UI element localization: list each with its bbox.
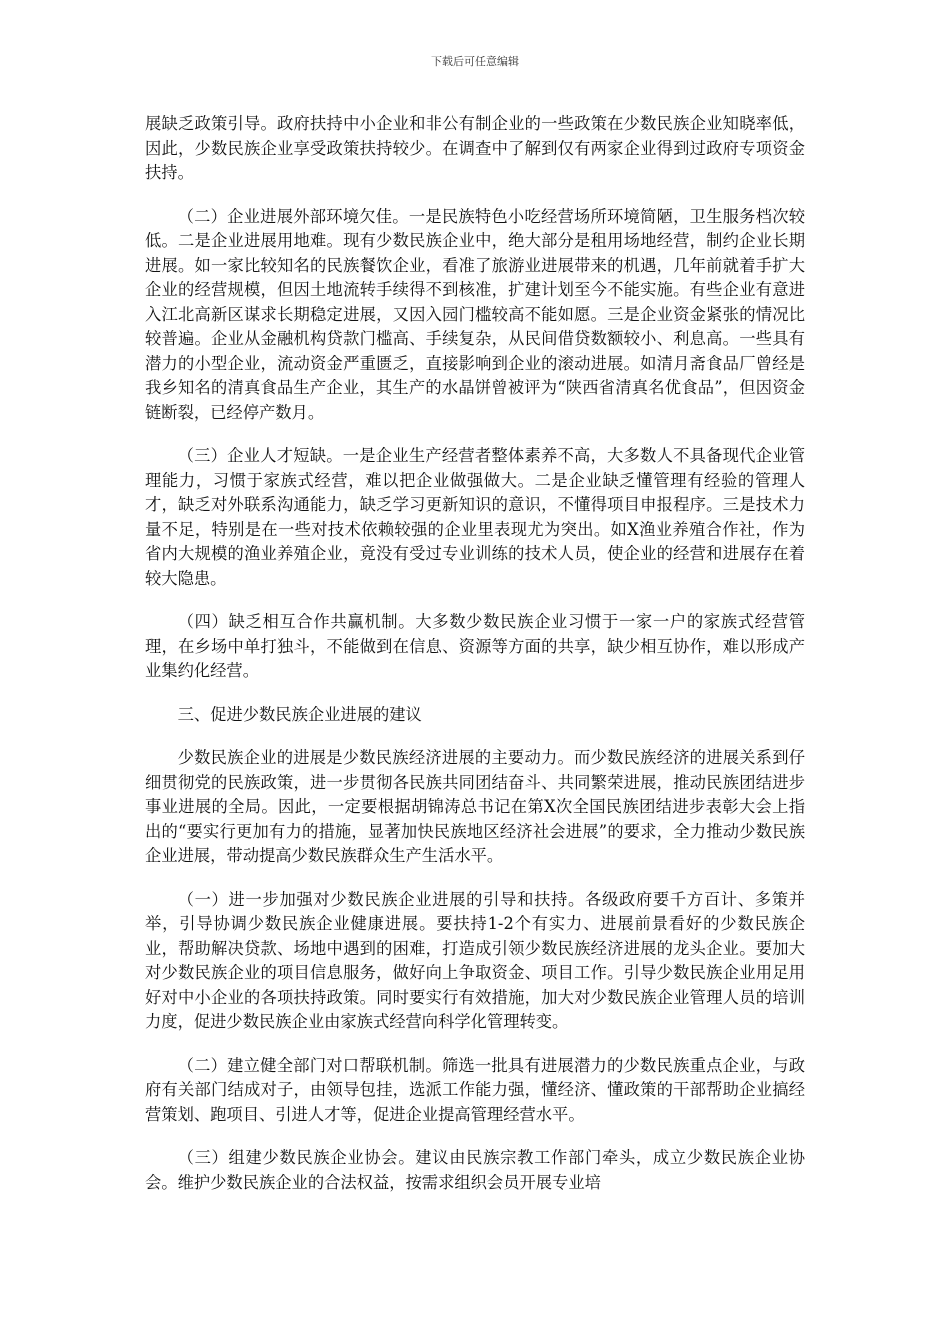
- paragraph-talent-shortage: （三）企业人才短缺。一是企业生产经营者整体素养不高，大多数人不具备现代企业管理能力，习惯于家族式经营，难以把企业做强做大。二是企业缺乏懂管理有经验的管理人才，缺乏对外联系沟通能力，缺乏学习更新知识的意识，不懂得项目申报程序。三是技术力量不足，特别是在一些对技术依赖较强的企业里表现尤为突出。如X渔业养殖合作社，作为省内大规模的渔业养殖企业，竟没有受过专业训练的技术人员，使企业的经营和进展存在着较大隐患。: [145, 446, 805, 588]
- section-heading-suggestions: 三、促进少数民族企业进展的建议: [177, 704, 422, 724]
- paragraph-enterprise-association: （三）组建少数民族企业协会。建议由民族宗教工作部门牵头，成立少数民族企业协会。维护少数民族企业的合法权益，按需求组织会员开展专业培: [145, 1148, 805, 1192]
- paragraph-guidance-support: （一）进一步加强对少数民族企业进展的引导和扶持。各级政府要千方百计、多策并举，引导协调少数民族企业健康进展。要扶持1-2个有实力、进展前景看好的少数民族企业，帮助解决贷款、场地中遇到的困难，打造成引领少数民族经济进展的龙头企业。要加大对少数民族企业的项目信息服务，做好向上争取资金、项目工作。引导少数民族企业用足用好对中小企业的各项扶持政策。同时要实行有效措施，加大对少数民族企业管理人员的培训力度，促进少数民族企业由家族式经营向科学化管理转变。: [145, 889, 805, 1031]
- document-body: [145, 112, 805, 1214]
- paragraph-suggestions-intro: 少数民族企业的进展是少数民族经济进展的主要动力。而少数民族经济的进展关系到仔细贯彻党的民族政策，进一步贯彻各民族共同团结奋斗、共同繁荣进展，推动民族团结进步事业进展的全局。因此，一定要根据胡锦涛总书记在第X次全国民族团结进步表彰大会上指出的“要实行更加有力的措施，显著加快民族地区经济社会进展”的要求，全力推动少数民族企业进展，带动提高少数民族群众生产生活水平。: [145, 748, 805, 865]
- paragraph-department-pairing: （二）建立健全部门对口帮联机制。筛选一批具有进展潜力的少数民族重点企业，与政府有关部门结成对子，由领导包挂，选派工作能力强，懂经济、懂政策的干部帮助企业搞经营策划、跑项目、引进人才等，促进企业提高管理经营水平。: [145, 1055, 805, 1124]
- page-header-note: 下载后可任意编辑: [431, 55, 519, 68]
- paragraph-external-environment: （二）企业进展外部环境欠佳。一是民族特色小吃经营场所环境简陋，卫生服务档次较低。二是企业进展用地难。现有少数民族企业中，绝大部分是租用场地经营，制约企业长期进展。如一家比较知名的民族餐饮企业，看准了旅游业进展带来的机遇，几年前就着手扩大企业的经营规模，但因土地流转手续得不到核准，扩建计划至今不能实施。有些企业有意进入江北高新区谋求长期稳定进展，又因入园门槛较高不能如愿。三是企业资金紧张的情况比较普遍。企业从金融机构贷款门槛高、手续复杂，从民间借贷数额较小、利息高。一些具有潜力的小型企业，流动资金严重匮乏，直接影响到企业的滚动进展。如清月斋食品厂曾经是我乡知名的清真食品生产企业，其生产的水晶饼曾被评为“陕西省清真名优食品”，但因资金链断裂，已经停产数月。: [145, 206, 805, 422]
- paragraph-cooperation-mechanism: （四）缺乏相互合作共赢机制。大多数少数民族企业习惯于一家一户的家族式经营管理，在乡场中单打独斗，不能做到在信息、资源等方面的共享，缺少相互协作，难以形成产业集约化经营。: [145, 612, 805, 680]
- paragraph-continuation: 展缺乏政策引导。政府扶持中小企业和非公有制企业的一些政策在少数民族企业知晓率低，因此，少数民族企业享受政策扶持较少。在调查中了解到仅有两家企业得到过政府专项资金扶持。: [145, 114, 805, 182]
